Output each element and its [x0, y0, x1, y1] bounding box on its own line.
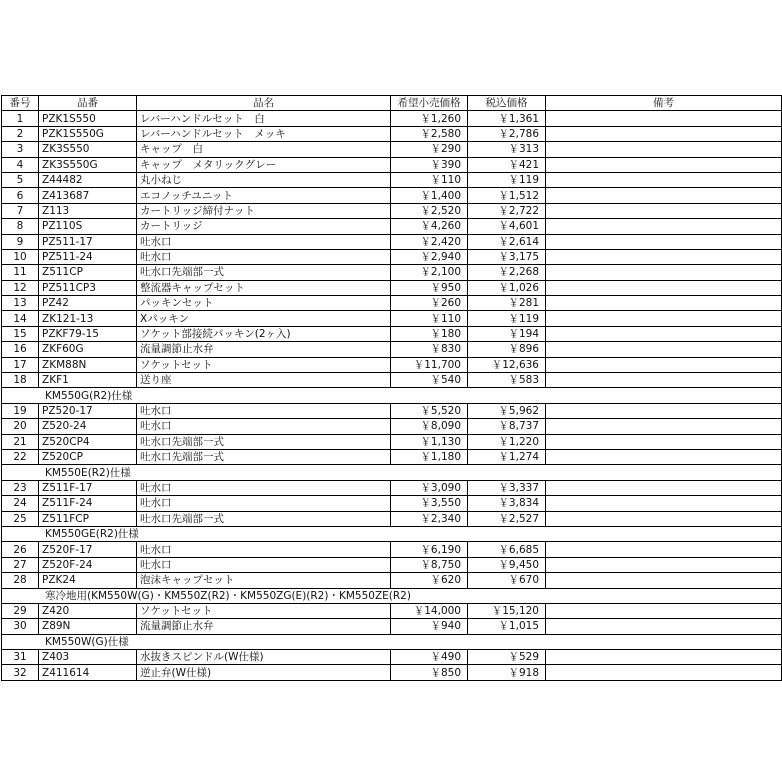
part-code-cell: Z520CP4 [39, 434, 137, 449]
part-name-cell: ソケットセット [137, 357, 391, 372]
header-notes: 備考 [546, 96, 782, 111]
section-row [2, 465, 782, 480]
row-number-cell: 4 [2, 157, 39, 172]
note-cell [546, 449, 782, 464]
part-name-cell: ソケット部接続パッキン(2ヶ入) [137, 326, 391, 341]
note-cell [546, 188, 782, 203]
tax-price-cell: ￥5,962 [468, 403, 546, 418]
part-name-cell: 流量調節止水弁 [137, 342, 391, 357]
tax-price-cell: ￥6,685 [468, 542, 546, 557]
retail-price-cell: ￥1,400 [391, 188, 468, 203]
table-body [2, 111, 782, 680]
row-number-cell: 20 [2, 419, 39, 434]
table-row [2, 419, 782, 434]
part-code-cell: ZK3S550 [39, 142, 137, 157]
part-name-cell: 吐水口 [137, 480, 391, 495]
table-row [2, 172, 782, 187]
table-row [2, 249, 782, 264]
header-number: 番号 [2, 96, 39, 111]
part-name-cell: キャップ 白 [137, 142, 391, 157]
note-cell [546, 234, 782, 249]
note-cell [546, 126, 782, 141]
retail-price-cell: ￥2,580 [391, 126, 468, 141]
part-name-cell: 整流器キャップセット [137, 280, 391, 295]
tax-price-cell: ￥9,450 [468, 557, 546, 572]
header-row [2, 96, 782, 111]
part-name-cell: 送り座 [137, 373, 391, 388]
part-name-cell: キャップ メタリックグレー [137, 157, 391, 172]
row-number-cell: 30 [2, 619, 39, 634]
retail-price-cell: ￥620 [391, 573, 468, 588]
section-title: KM550GE(R2)仕様 [2, 526, 782, 541]
retail-price-cell: ￥290 [391, 142, 468, 157]
part-code-cell: PZ110S [39, 219, 137, 234]
part-code-cell: PZK1S550 [39, 111, 137, 126]
table-row [2, 296, 782, 311]
part-code-cell: Z511F-17 [39, 480, 137, 495]
tax-price-cell: ￥529 [468, 650, 546, 665]
retail-price-cell: ￥950 [391, 280, 468, 295]
table-row [2, 496, 782, 511]
note-cell [546, 650, 782, 665]
part-name-cell: 丸小ねじ [137, 172, 391, 187]
header-retail-price: 希望小売価格 [391, 96, 468, 111]
row-number-cell: 25 [2, 511, 39, 526]
part-code-cell: PZ511-24 [39, 249, 137, 264]
retail-price-cell: ￥830 [391, 342, 468, 357]
part-code-cell: ZK121-13 [39, 311, 137, 326]
section-row [2, 526, 782, 541]
row-number-cell: 32 [2, 665, 39, 680]
part-code-cell: Z520F-24 [39, 557, 137, 572]
retail-price-cell: ￥2,340 [391, 511, 468, 526]
table-row [2, 280, 782, 295]
part-code-cell: PZ511-17 [39, 234, 137, 249]
row-number-cell: 22 [2, 449, 39, 464]
note-cell [546, 403, 782, 418]
part-name-cell: 泡沫キャップセット [137, 573, 391, 588]
tax-price-cell: ￥3,834 [468, 496, 546, 511]
part-code-cell: PZK1S550G [39, 126, 137, 141]
part-code-cell: Z520CP [39, 449, 137, 464]
part-name-cell: カートリッジ締付ナット [137, 203, 391, 218]
tax-price-cell: ￥2,614 [468, 234, 546, 249]
row-number-cell: 8 [2, 219, 39, 234]
note-cell [546, 203, 782, 218]
part-code-cell: PZ42 [39, 296, 137, 311]
header-part-name: 品名 [137, 96, 391, 111]
tax-price-cell: ￥670 [468, 573, 546, 588]
tax-price-cell: ￥1,015 [468, 619, 546, 634]
row-number-cell: 13 [2, 296, 39, 311]
table-row [2, 326, 782, 341]
tax-price-cell: ￥2,786 [468, 126, 546, 141]
tax-price-cell: ￥3,175 [468, 249, 546, 264]
note-cell [546, 142, 782, 157]
part-code-cell: Z511FCP [39, 511, 137, 526]
retail-price-cell: ￥8,090 [391, 419, 468, 434]
retail-price-cell: ￥4,260 [391, 219, 468, 234]
part-code-cell: Z403 [39, 650, 137, 665]
note-cell [546, 480, 782, 495]
row-number-cell: 7 [2, 203, 39, 218]
table-row [2, 111, 782, 126]
retail-price-cell: ￥2,940 [391, 249, 468, 264]
table-row [2, 665, 782, 680]
row-number-cell: 24 [2, 496, 39, 511]
table-row [2, 403, 782, 418]
table-row [2, 126, 782, 141]
part-name-cell: Xパッキン [137, 311, 391, 326]
row-number-cell: 6 [2, 188, 39, 203]
part-code-cell: PZKF79-15 [39, 326, 137, 341]
table-row [2, 480, 782, 495]
note-cell [546, 219, 782, 234]
retail-price-cell: ￥2,520 [391, 203, 468, 218]
note-cell [546, 557, 782, 572]
retail-price-cell: ￥110 [391, 172, 468, 187]
tax-price-cell: ￥281 [468, 296, 546, 311]
tax-price-cell: ￥896 [468, 342, 546, 357]
note-cell [546, 249, 782, 264]
row-number-cell: 27 [2, 557, 39, 572]
note-cell [546, 573, 782, 588]
part-code-cell: PZ511CP3 [39, 280, 137, 295]
tax-price-cell: ￥8,737 [468, 419, 546, 434]
section-title: 寒冷地用(KM550W(G)・KM550Z(R2)・KM550ZG(E)(R2)・KM550ZE(R2) [2, 588, 782, 603]
row-number-cell: 31 [2, 650, 39, 665]
retail-price-cell: ￥11,700 [391, 357, 468, 372]
row-number-cell: 29 [2, 603, 39, 618]
part-name-cell: 吐水口 [137, 403, 391, 418]
tax-price-cell: ￥119 [468, 311, 546, 326]
row-number-cell: 19 [2, 403, 39, 418]
table-row [2, 157, 782, 172]
tax-price-cell: ￥313 [468, 142, 546, 157]
tax-price-cell: ￥918 [468, 665, 546, 680]
parts-table [1, 95, 782, 681]
part-name-cell: 吐水口 [137, 234, 391, 249]
tax-price-cell: ￥1,512 [468, 188, 546, 203]
header-tax-price: 税込価格 [468, 96, 546, 111]
row-number-cell: 18 [2, 373, 39, 388]
part-code-cell: Z113 [39, 203, 137, 218]
row-number-cell: 16 [2, 342, 39, 357]
table-row [2, 311, 782, 326]
part-name-cell: 吐水口 [137, 419, 391, 434]
note-cell [546, 496, 782, 511]
part-code-cell: Z411614 [39, 665, 137, 680]
table-row [2, 650, 782, 665]
part-name-cell: 水抜きスピンドル(W仕様) [137, 650, 391, 665]
retail-price-cell: ￥2,420 [391, 234, 468, 249]
note-cell [546, 265, 782, 280]
row-number-cell: 15 [2, 326, 39, 341]
row-number-cell: 2 [2, 126, 39, 141]
section-row [2, 588, 782, 603]
row-number-cell: 1 [2, 111, 39, 126]
table-row [2, 265, 782, 280]
retail-price-cell: ￥1,260 [391, 111, 468, 126]
note-cell [546, 603, 782, 618]
retail-price-cell: ￥3,550 [391, 496, 468, 511]
retail-price-cell: ￥6,190 [391, 542, 468, 557]
note-cell [546, 296, 782, 311]
part-code-cell: PZK24 [39, 573, 137, 588]
table-row [2, 234, 782, 249]
part-code-cell: PZ520-17 [39, 403, 137, 418]
parts-price-sheet [1, 95, 781, 681]
part-code-cell: Z511F-24 [39, 496, 137, 511]
tax-price-cell: ￥3,337 [468, 480, 546, 495]
row-number-cell: 17 [2, 357, 39, 372]
part-code-cell: Z511CP [39, 265, 137, 280]
retail-price-cell: ￥850 [391, 665, 468, 680]
note-cell [546, 172, 782, 187]
part-name-cell: カートリッジ [137, 219, 391, 234]
note-cell [546, 434, 782, 449]
retail-price-cell: ￥8,750 [391, 557, 468, 572]
tax-price-cell: ￥194 [468, 326, 546, 341]
note-cell [546, 280, 782, 295]
note-cell [546, 326, 782, 341]
note-cell [546, 111, 782, 126]
row-number-cell: 9 [2, 234, 39, 249]
table-row [2, 511, 782, 526]
row-number-cell: 14 [2, 311, 39, 326]
retail-price-cell: ￥490 [391, 650, 468, 665]
retail-price-cell: ￥2,100 [391, 265, 468, 280]
part-code-cell: Z413687 [39, 188, 137, 203]
row-number-cell: 10 [2, 249, 39, 264]
row-number-cell: 5 [2, 172, 39, 187]
part-name-cell: レバーハンドルセット 白 [137, 111, 391, 126]
row-number-cell: 21 [2, 434, 39, 449]
part-name-cell: 吐水口 [137, 542, 391, 557]
retail-price-cell: ￥1,130 [391, 434, 468, 449]
tax-price-cell: ￥421 [468, 157, 546, 172]
table-row [2, 188, 782, 203]
retail-price-cell: ￥3,090 [391, 480, 468, 495]
part-name-cell: 吐水口 [137, 557, 391, 572]
note-cell [546, 373, 782, 388]
table-row [2, 219, 782, 234]
tax-price-cell: ￥1,026 [468, 280, 546, 295]
section-title: KM550E(R2)仕様 [2, 465, 782, 480]
part-code-cell: Z89N [39, 619, 137, 634]
tax-price-cell: ￥2,722 [468, 203, 546, 218]
note-cell [546, 511, 782, 526]
note-cell [546, 665, 782, 680]
tax-price-cell: ￥2,527 [468, 511, 546, 526]
part-code-cell: Z420 [39, 603, 137, 618]
part-name-cell: 吐水口先端部一式 [137, 511, 391, 526]
tax-price-cell: ￥1,274 [468, 449, 546, 464]
tax-price-cell: ￥12,636 [468, 357, 546, 372]
part-name-cell: パッキンセット [137, 296, 391, 311]
retail-price-cell: ￥180 [391, 326, 468, 341]
part-name-cell: レバーハンドルセット メッキ [137, 126, 391, 141]
table-row [2, 542, 782, 557]
table-row [2, 142, 782, 157]
note-cell [546, 357, 782, 372]
part-code-cell: Z520F-17 [39, 542, 137, 557]
part-name-cell: 吐水口先端部一式 [137, 434, 391, 449]
retail-price-cell: ￥940 [391, 619, 468, 634]
table-row [2, 557, 782, 572]
table-row [2, 342, 782, 357]
part-name-cell: ソケットセット [137, 603, 391, 618]
part-name-cell: 吐水口 [137, 496, 391, 511]
tax-price-cell: ￥583 [468, 373, 546, 388]
note-cell [546, 419, 782, 434]
table-row [2, 434, 782, 449]
table-row [2, 357, 782, 372]
table-row [2, 603, 782, 618]
retail-price-cell: ￥540 [391, 373, 468, 388]
note-cell [546, 157, 782, 172]
note-cell [546, 342, 782, 357]
tax-price-cell: ￥4,601 [468, 219, 546, 234]
part-code-cell: Z44482 [39, 172, 137, 187]
table-row [2, 619, 782, 634]
part-name-cell: 吐水口先端部一式 [137, 265, 391, 280]
table-row [2, 449, 782, 464]
part-code-cell: ZKF1 [39, 373, 137, 388]
note-cell [546, 311, 782, 326]
retail-price-cell: ￥5,520 [391, 403, 468, 418]
note-cell [546, 619, 782, 634]
note-cell [546, 542, 782, 557]
row-number-cell: 28 [2, 573, 39, 588]
part-name-cell: エコノッチユニット [137, 188, 391, 203]
retail-price-cell: ￥260 [391, 296, 468, 311]
tax-price-cell: ￥1,361 [468, 111, 546, 126]
section-row [2, 634, 782, 649]
part-name-cell: 吐水口先端部一式 [137, 449, 391, 464]
retail-price-cell: ￥1,180 [391, 449, 468, 464]
part-code-cell: ZKF60G [39, 342, 137, 357]
section-title: KM550W(G)仕様 [2, 634, 782, 649]
section-row [2, 388, 782, 403]
section-title: KM550G(R2)仕様 [2, 388, 782, 403]
retail-price-cell: ￥14,000 [391, 603, 468, 618]
table-row [2, 203, 782, 218]
header-part-code: 品番 [39, 96, 137, 111]
retail-price-cell: ￥390 [391, 157, 468, 172]
tax-price-cell: ￥119 [468, 172, 546, 187]
table-row [2, 573, 782, 588]
part-code-cell: ZK3S550G [39, 157, 137, 172]
row-number-cell: 3 [2, 142, 39, 157]
part-code-cell: ZKM88N [39, 357, 137, 372]
part-name-cell: 流量調節止水弁 [137, 619, 391, 634]
part-code-cell: Z520-24 [39, 419, 137, 434]
row-number-cell: 12 [2, 280, 39, 295]
tax-price-cell: ￥2,268 [468, 265, 546, 280]
table-row [2, 373, 782, 388]
part-name-cell: 逆止弁(W仕様) [137, 665, 391, 680]
tax-price-cell: ￥15,120 [468, 603, 546, 618]
row-number-cell: 23 [2, 480, 39, 495]
retail-price-cell: ￥110 [391, 311, 468, 326]
tax-price-cell: ￥1,220 [468, 434, 546, 449]
row-number-cell: 11 [2, 265, 39, 280]
part-name-cell: 吐水口 [137, 249, 391, 264]
row-number-cell: 26 [2, 542, 39, 557]
